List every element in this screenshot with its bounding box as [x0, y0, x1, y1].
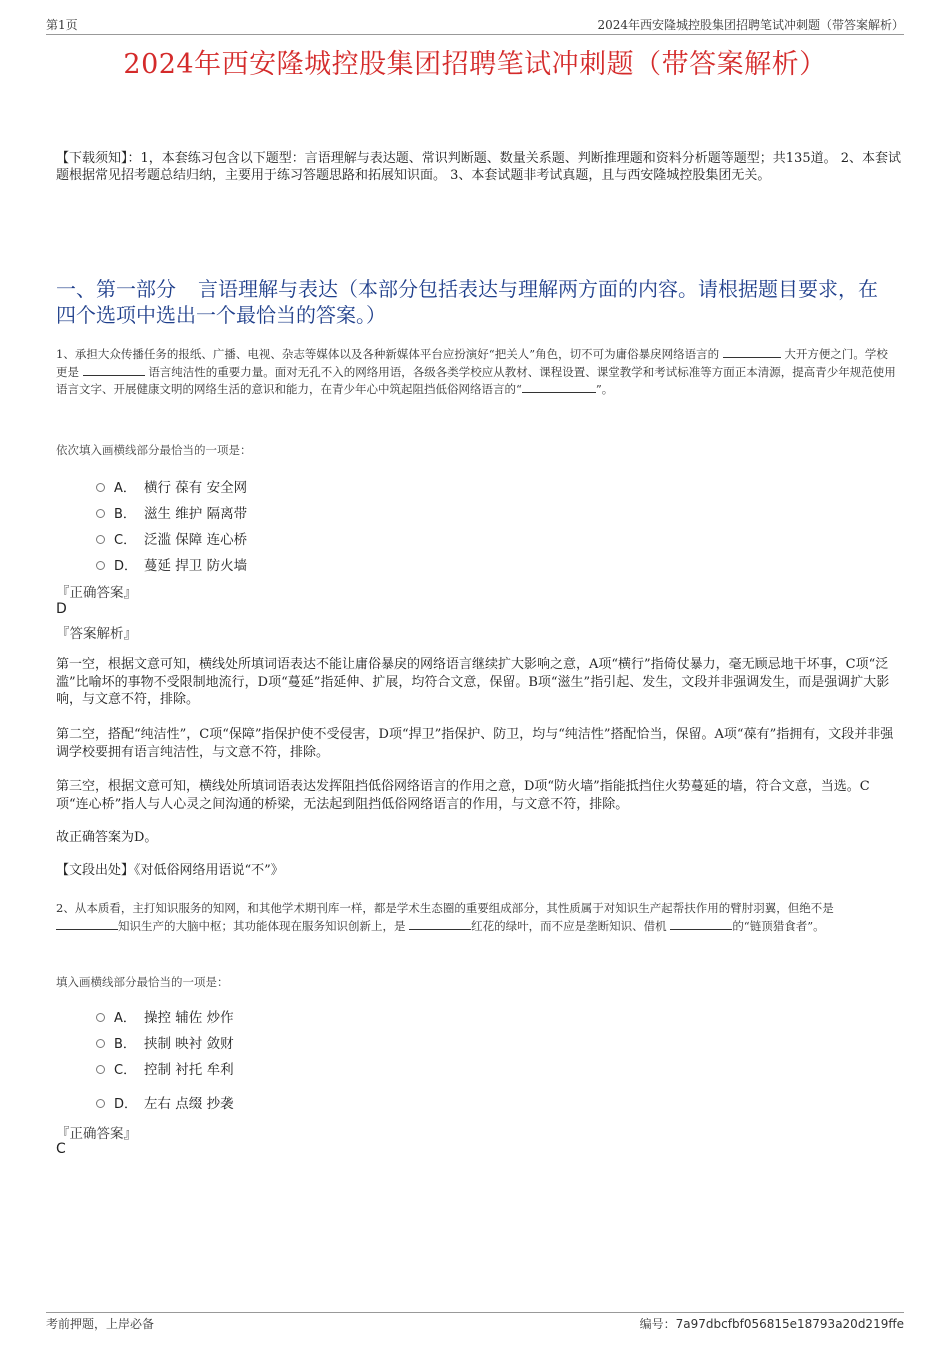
question-1-text: 1、承担大众传播任务的报纸、广播、电视、杂志等媒体以及各种新媒体平台应扮演好“把关人”角色，切不可为庸俗暴戾网络语言的 大开方便之门。学校更是 语言纯洁性的重要力量。面对无孔不入的网络用语，各级各类学校应从教材、课程设置、课堂教学和考试标准等方面正本清源，提高青少年规范使用语言文字、开展健康文明的网络生活的意识和能力，在青少年心中筑起阻挡低俗网络语言的“ ”。: [56, 347, 896, 396]
correct-answer: C: [56, 1141, 66, 1157]
option-text: 泛滥 保障 连心桥: [144, 532, 248, 548]
answer-label: 『正确答案』: [56, 1126, 137, 1142]
correct-answer: D: [56, 601, 67, 617]
option-c[interactable]: C． 控制 衬托 牟利: [96, 1055, 234, 1081]
answer-label: 『正确答案』: [56, 585, 137, 601]
radio-icon[interactable]: [96, 509, 105, 518]
option-d[interactable]: D． 蔓延 捍卫 防火墙: [96, 551, 247, 577]
section-title: [56, 276, 894, 328]
radio-icon[interactable]: [96, 1099, 105, 1108]
analysis-paragraph: 第一空，根据文意可知，横线处所填词语表达不能让庸俗暴戾的网络语言继续扩大影响之意，A项“横行”指倚仗暴力，毫无顾忌地干坏事，C项“泛滥”比喻坏的事物不受限制地流行，D项“蔓延”指延伸、扩展，均符合文意，保留。B项“滋生”指引起、发生，文段并非强调发生，而是强调扩大影响，与文意不符，排除。: [56, 657, 890, 707]
header-doc-title: 2024年西安隆城控股集团招聘笔试冲刺题（带答案解析）: [597, 18, 904, 32]
fill-blank: [83, 364, 145, 376]
fill-blank: [56, 918, 118, 930]
option-text: 横行 葆有 安全网: [144, 480, 248, 496]
option-a[interactable]: A． 横行 葆有 安全网: [96, 473, 247, 499]
question-1-prompt: 依次填入画横线部分最恰当的一项是：: [56, 443, 252, 457]
fill-blank: [670, 918, 732, 930]
fill-blank: [409, 918, 471, 930]
analysis-paragraph: 第二空，搭配“纯洁性”，C项“保障”指保护使不受侵害，D项“捍卫”指保护、防卫，均与“纯洁性”搭配恰当，保留。A项“葆有”指拥有，文段并非强调学校要拥有语言纯洁性，与文意不符，排除。: [56, 727, 894, 760]
analysis-conclusion: 故正确答案为D。: [56, 830, 158, 845]
radio-icon[interactable]: [96, 535, 105, 544]
question-2-text: 2、从本质看，主打知识服务的知网，和其他学术期刊库一样，都是学术生态圈的重要组成部分，其性质属于对知识生产起帮扶作用的臂肘羽翼，但绝不是 知识生产的大脑中枢；其功能体现在服务知识创新上，是 红花的绿叶，而不应是垄断知识、借机 的“链顶猎食者”。: [56, 901, 834, 933]
radio-icon[interactable]: [96, 1065, 105, 1074]
option-a[interactable]: A． 操控 辅佐 炒作: [96, 1003, 234, 1029]
question-1-options: [96, 473, 247, 577]
analysis-label: 『答案解析』: [56, 626, 137, 642]
option-text: 控制 衬托 牟利: [144, 1062, 234, 1078]
option-text: 滋生 维护 隔离带: [144, 506, 248, 522]
analysis-paragraph: 第三空，根据文意可知，横线处所填词语表达发挥阻挡低俗网络语言的作用之意，D项“防火墙”指能抵挡住火势蔓延的墙，符合文意，当选。C项“连心桥”指人与人心灵之间沟通的桥梁，无法起到阻挡低俗网络语言的作用，与文意不符，排除。: [56, 779, 870, 812]
option-b[interactable]: B． 滋生 维护 隔离带: [96, 499, 247, 525]
page-header: [46, 14, 904, 35]
section-part: 一、第一部分: [56, 277, 176, 301]
document-title: 2024年西安隆城控股集团招聘笔试冲刺题（带答案解析）: [123, 49, 827, 80]
option-b[interactable]: B． 挟制 映衬 敛财: [96, 1029, 234, 1055]
footer-slogan: 考前押题，上岸必备: [46, 1317, 155, 1331]
radio-icon[interactable]: [96, 1039, 105, 1048]
fill-blank: [723, 346, 781, 358]
radio-icon[interactable]: [96, 483, 105, 492]
page-footer: [46, 1312, 904, 1333]
section-description: 言语理解与表达（本部分包括表达与理解两方面的内容。请根据题目要求，在四个选项中选出一个最恰当的答案。）: [56, 277, 878, 327]
option-text: 蔓延 捍卫 防火墙: [144, 558, 248, 574]
option-c[interactable]: C． 泛滥 保障 连心桥: [96, 525, 247, 551]
radio-icon[interactable]: [96, 1013, 105, 1022]
page-number: 第1页: [46, 18, 78, 32]
source-citation: 【文段出处】《对低俗网络用语说“不”》: [56, 863, 284, 878]
question-2-prompt: 填入画横线部分最恰当的一项是：: [56, 975, 229, 989]
option-d[interactable]: D． 左右 点缀 抄袭: [96, 1089, 234, 1115]
download-notice: 【下载须知】：1，本套练习包含以下题型：言语理解与表达题、常识判断题、数量关系题、判断推理题和资料分析题等题型；共135道。 2、本套试题根据常见招考题总结归纳，主要用于练习答题思路和拓展知识面。 3、本套试题非考试真题，且与西安隆城控股集团无关。: [56, 151, 901, 183]
option-text: 挟制 映衬 敛财: [144, 1036, 234, 1052]
radio-icon[interactable]: [96, 561, 105, 570]
option-text: 左右 点缀 抄袭: [144, 1096, 234, 1112]
question-2-options: [96, 1003, 234, 1115]
option-text: 操控 辅佐 炒作: [144, 1010, 234, 1026]
fill-blank: [522, 381, 596, 393]
document-code: 编号：7a97dbcfbf056815e18793a20d219ffe: [639, 1317, 904, 1331]
